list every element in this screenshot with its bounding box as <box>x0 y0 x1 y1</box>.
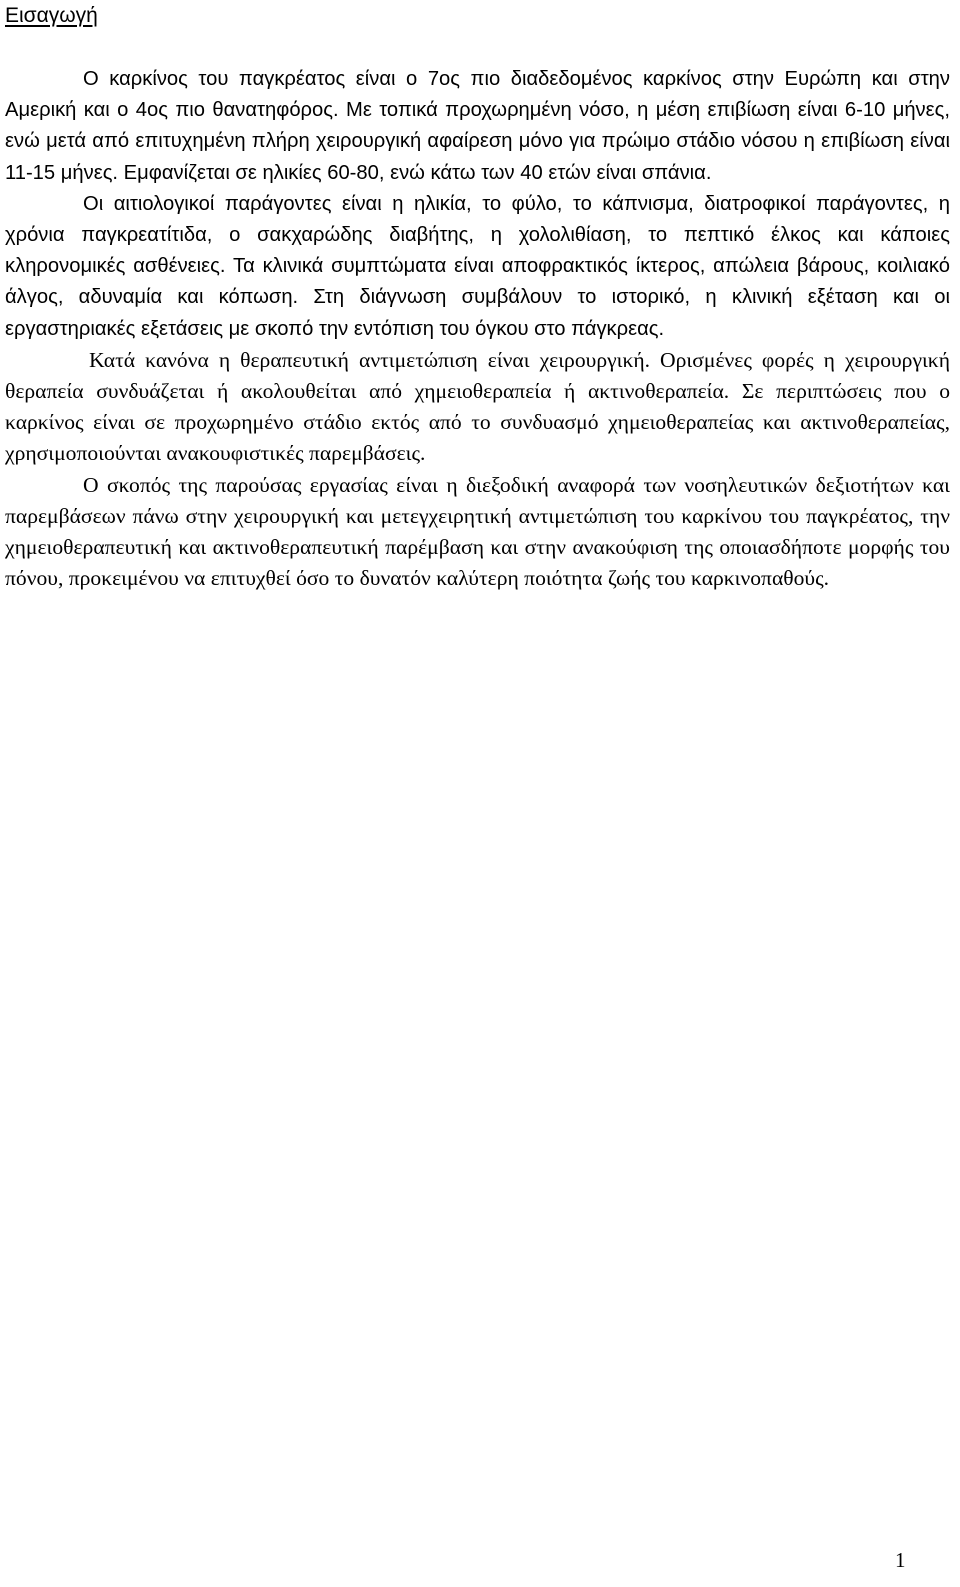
page-number: 1 <box>895 1548 906 1572</box>
body-text <box>5 64 950 594</box>
paragraph-3: Κατά κανόνα η θεραπευτική αντιμετώπιση είναι χειρουργική. Ορισμένες φορές η χειρουργική θεραπεία συνδυάζεται ή ακολουθείται από χημειοθεραπεία ή ακτινοθεραπεία. Σε περιπτώσεις που ο καρκίνος είναι σε προχωρημένο στάδιο εκτός από το συνδυασμό χημειοθεραπείας και ακτινοθεραπείας, χρησιμοποιούνται ανακουφιστικές παρεμβάσεις. <box>5 347 950 466</box>
paragraph-1: Ο καρκίνος του παγκρέατος είναι ο 7ος πιο διαδεδομένος καρκίνος στην Ευρώπη και στην Αμερική και ο 4ος πιο θανατηφόρος. Με τοπικά προχωρημένη νόσο, η μέση επιβίωση είναι 6-10 μήνες, ενώ μετά από επιτυχημένη πλήρη χειρουργική αφαίρεση μόνο για πρώιμο στάδιο νόσου η επιβίωση είναι 11-15 μήνες. Εμφανίζεται σε ηλικίες 60-80, ενώ κάτω των 40 ετών είναι σπάνια. <box>5 68 950 184</box>
paragraph-2: Οι αιτιολογικοί παράγοντες είναι η ηλικία, το φύλο, το κάπνισμα, διατροφικοί παράγοντες, η χρόνια παγκρεατίτιδα, ο σακχαρώδης διαβήτης, η χολολιθίαση, το πεπτικό έλκος και κάποιες κληρονομικές ασθένειες. Τα κλινικά συμπτώματα είναι αποφρακτικός ίκτερος, απώλεια βάρους, κοιλιακό άλγος, αδυναμία και κόπωση. Στη διάγνωση συμβάλουν το ιστορικό, η κλινική εξέταση και οι εργαστηριακές εξετάσεις με σκοπό την εντόπιση του όγκου στο πάγκρεας. <box>5 192 950 340</box>
section-heading: Εισαγωγή <box>5 4 98 27</box>
paragraph-4: Ο σκοπός της παρούσας εργασίας είναι η διεξοδική αναφορά των νοσηλευτικών δεξιοτήτων και παρεμβάσεων πάνω στην χειρουργική και μετεγχειρητική αντιμετώπιση του καρκίνου του παγκρέατος, την χημειοθεραπευτική και ακτινοθεραπευτική παρέμβαση και στην ανακούφιση της οποιασδήποτε μορφής του πόνου, προκειμένου να επιτυχθεί όσο το δυνατόν καλύτερη ποιότητα ζωής του καρκινοπαθούς. <box>5 472 950 591</box>
